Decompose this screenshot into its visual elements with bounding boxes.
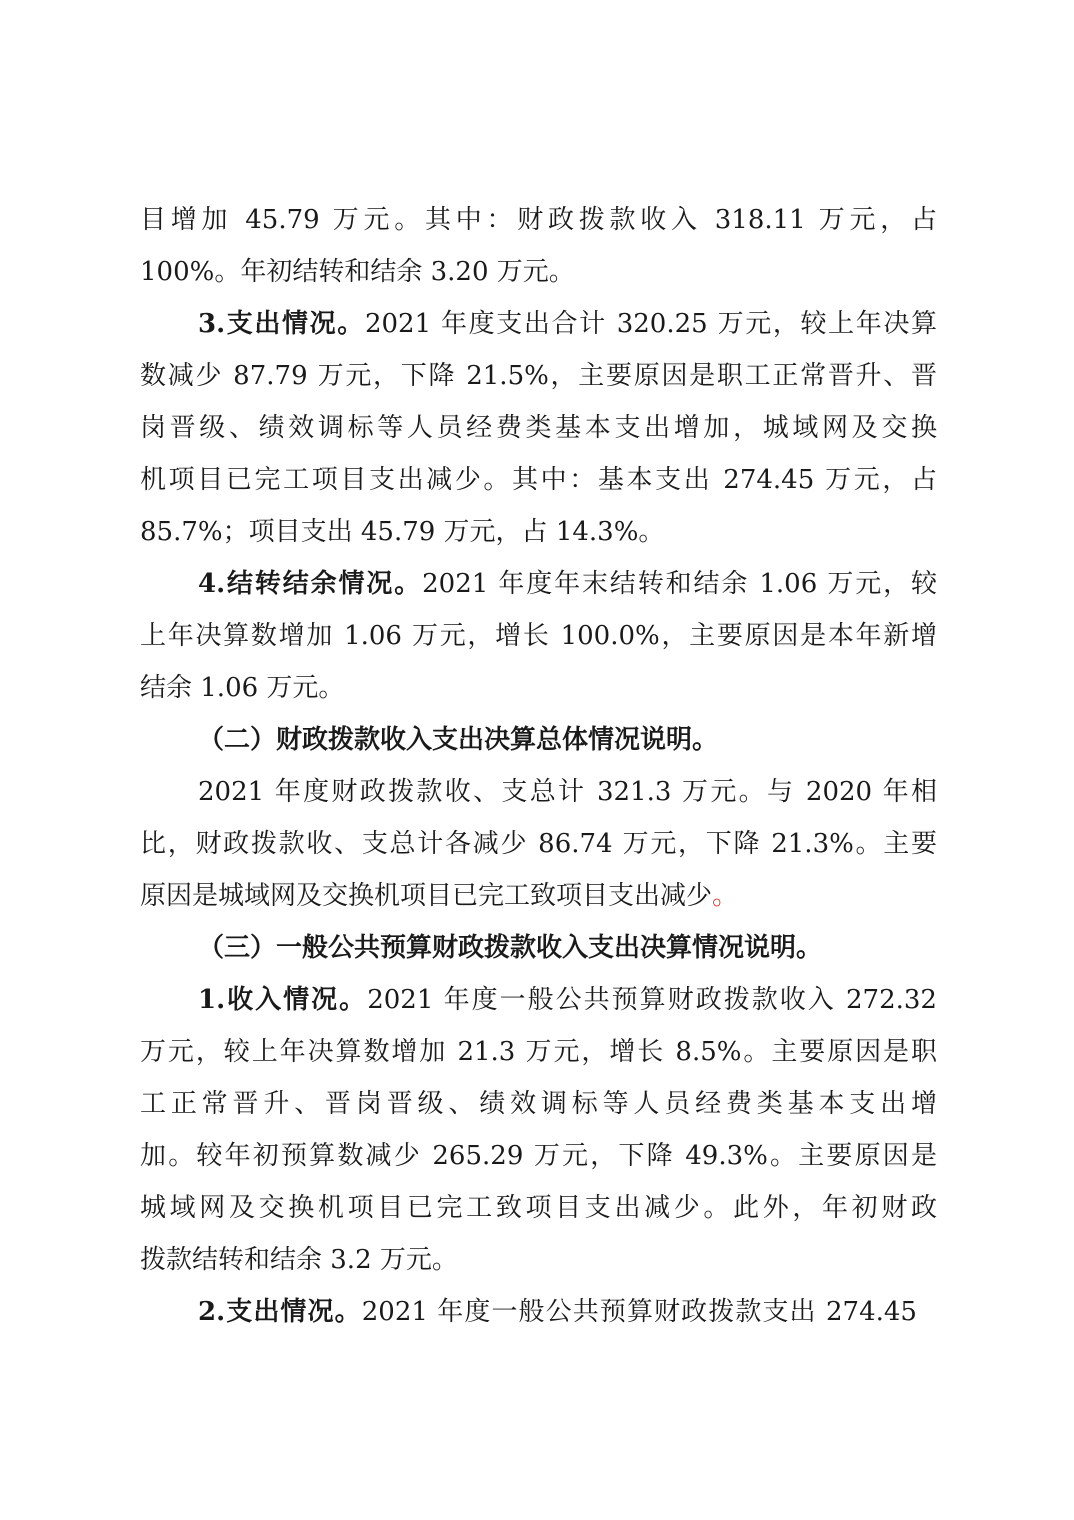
line-text: 目增加 45.79 万元。其中：财政拨款收入 318.11 万元，占: [140, 205, 937, 235]
line-text: 机项目已完工项目支出减少。其中：基本支出 274.45 万元，占: [140, 465, 937, 495]
section-heading: [198, 928, 937, 968]
body-text-line: [140, 356, 937, 396]
line-text: 2021 年度年末结转和结余 1.06 万元，较: [422, 569, 937, 599]
body-text-line: [140, 668, 937, 708]
line-text: 2021 年度一般公共预算财政拨款支出 274.45: [361, 1297, 917, 1327]
section-lead: 3.支出情况。: [198, 309, 365, 339]
line-text: 数减少 87.79 万元，下降 21.5%，主要原因是职工正常晋升、晋: [140, 361, 937, 391]
body-text-line: [140, 460, 937, 500]
line-text: 2021 年度一般公共预算财政拨款收入 272.32: [367, 985, 937, 1015]
line-text: 100%。年初结转和结余 3.20 万元。: [140, 257, 575, 287]
body-text-line: [140, 1136, 937, 1176]
line-text: 原因是城域网及交换机项目已完工致项目支出减少: [140, 881, 713, 911]
line-text: 加。较年初预算数减少 265.29 万元，下降 49.3%。主要原因是: [140, 1141, 937, 1171]
section-heading: [198, 720, 937, 760]
body-text-line: [140, 408, 937, 448]
paragraph-first-line: [198, 772, 937, 812]
line-text: 拨款结转和结余 3.2 万元。: [140, 1245, 458, 1275]
highlighted-period: 。: [712, 881, 739, 911]
line-text: 比，财政拨款收、支总计各减少 86.74 万元，下降 21.3%。主要: [140, 829, 937, 859]
heading-text: （二）财政拨款收入支出决算总体情况说明。: [198, 725, 719, 755]
line-text: 结余 1.06 万元。: [140, 673, 345, 703]
body-text-line: [140, 1084, 937, 1124]
body-text-line: [140, 200, 937, 240]
line-text: 上年决算数增加 1.06 万元，增长 100.0%，主要原因是本年新增: [140, 621, 937, 651]
body-text-line: [140, 512, 937, 552]
body-text-line: [140, 252, 937, 292]
paragraph-first-line: [198, 564, 937, 604]
line-text: 城域网及交换机项目已完工致项目支出减少。此外，年初财政: [140, 1193, 937, 1223]
section-lead: 2.支出情况。: [198, 1297, 362, 1327]
section-lead: 4.结转结余情况。: [198, 569, 423, 599]
paragraph-first-line: [198, 1292, 917, 1332]
heading-text: （三）一般公共预算财政拨款收入支出决算情况说明。: [198, 933, 823, 963]
body-text-line: [140, 1032, 937, 1072]
line-text: 岗晋级、绩效调标等人员经费类基本支出增加，城域网及交换: [140, 413, 937, 443]
body-text-line: [140, 616, 937, 656]
line-text: 万元，较上年决算数增加 21.3 万元，增长 8.5%。主要原因是职: [140, 1037, 937, 1067]
body-text-line: [140, 824, 937, 864]
section-lead: 1.收入情况。: [198, 985, 368, 1015]
paragraph-first-line: [198, 304, 937, 344]
paragraph-first-line: [198, 980, 937, 1020]
line-text: 2021 年度财政拨款收、支总计 321.3 万元。与 2020 年相: [198, 777, 937, 807]
body-text-line: [140, 876, 937, 916]
line-text: 85.7%；项目支出 45.79 万元，占 14.3%。: [140, 517, 665, 547]
body-text-line: [140, 1188, 937, 1228]
body-text-line: [140, 1240, 937, 1280]
line-text: 工正常晋升、晋岗晋级、绩效调标等人员经费类基本支出增: [140, 1089, 937, 1119]
line-text: 2021 年度支出合计 320.25 万元，较上年决算: [364, 309, 937, 339]
